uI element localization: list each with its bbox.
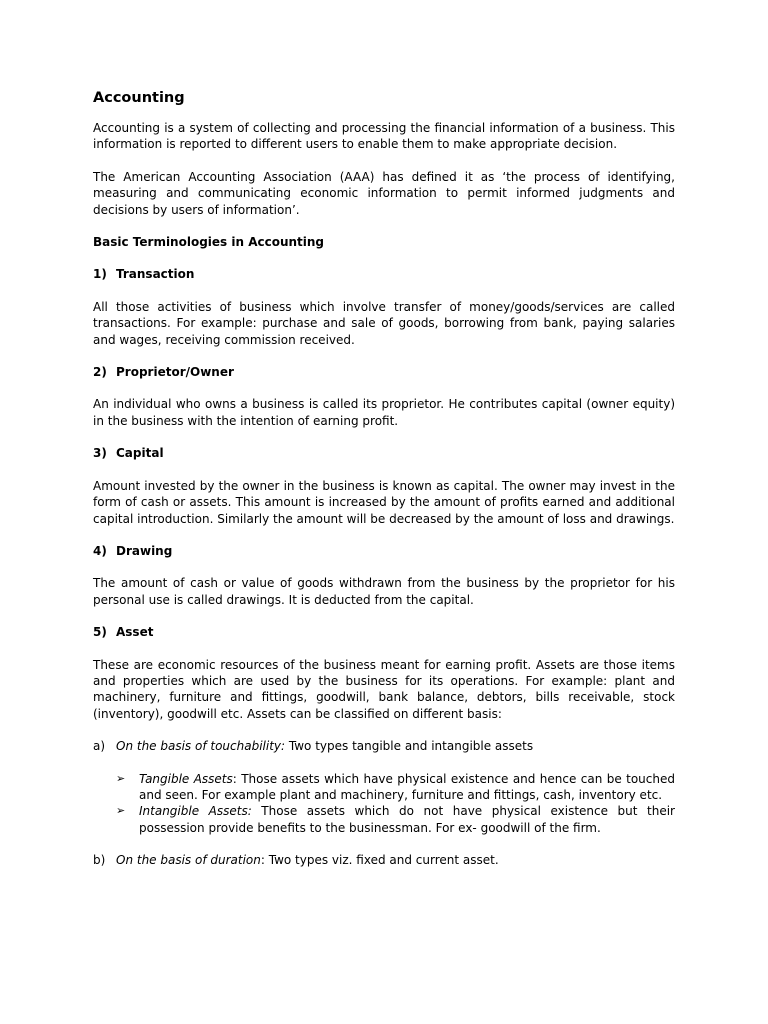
term-heading-capital (93, 445, 675, 461)
bullet-label: Tangible Assets (139, 771, 233, 786)
term-title: Transaction (116, 267, 195, 282)
term-text-capital: Amount invested by the owner in the business is known as capital. The owner may invest in the form of cash or assets. This amount is increased by the amount of profits earned and additional capital introduction. Similarly the amount will be decreased by the amount of loss and drawings. (93, 478, 675, 526)
basis-touchability (93, 738, 675, 754)
bullet-description: Those assets which do not have physical existence but their possession provide benefits to the businessman. For ex- goodwill of the firm. (139, 804, 675, 835)
term-title: Capital (116, 446, 164, 461)
section-heading: Basic Terminologies in Accounting (93, 235, 325, 250)
basis-label: On the basis of touchability: (116, 739, 286, 754)
bullet-label: Intangible Assets: (139, 804, 252, 819)
arrow-bullet-icon: ➢ (116, 771, 126, 785)
arrow-bullet-icon: ➢ (116, 804, 126, 818)
term-text-asset: These are economic resources of the business meant for earning profit. Assets are those items and properties which are used by the business for its operations. For example: plant and machinery, furniture and fittings, goodwill, bank balance, debtors, bills receivable, stock (inventory), goodwill etc. Assets can be classified on different basis: (93, 657, 675, 721)
term-heading-proprietor (93, 364, 675, 380)
aaa-definition-paragraph: The American Accounting Association (AAA) has defined it as ‘the process of identifying, measuring and communicating economic information to permit informed judgments and decisions by users of information’. (93, 169, 675, 217)
bullet-text (139, 803, 675, 836)
term-heading-drawing (93, 543, 675, 559)
document-title: Accounting (93, 90, 185, 106)
term-number: 1) (93, 267, 107, 282)
term-title: Proprietor/Owner (116, 365, 234, 380)
basis-letter: a) (93, 739, 106, 754)
term-heading-asset (93, 624, 675, 640)
term-heading-transaction (93, 266, 675, 282)
term-title: Drawing (116, 543, 173, 558)
term-number: 2) (93, 365, 107, 380)
basis-label: On the basis of duration (116, 853, 261, 868)
intro-paragraph: Accounting is a system of collecting and processing the financial information of a business. This information is reported to different users to enable them to make appropriate decision. (93, 121, 675, 152)
bullet-text (139, 771, 675, 804)
basis-duration (93, 852, 675, 868)
document-page (93, 88, 675, 885)
basis-text (116, 738, 533, 754)
term-number: 3) (93, 446, 107, 461)
term-text-drawing: The amount of cash or value of goods withdrawn from the business by the proprietor for his personal use is called drawings. It is deducted from the capital. (93, 576, 675, 607)
list-item-tangible (116, 771, 675, 804)
term-title: Asset (116, 625, 154, 640)
asset-type-list (116, 771, 675, 837)
basis-description: : Two types viz. fixed and current asset. (260, 853, 499, 868)
basis-description: Two types tangible and intangible assets (285, 739, 534, 754)
list-item-intangible (116, 803, 675, 836)
bullet-description: : Those assets which have physical existence and hence can be touched and seen. For example plant and machinery, furniture and fittings, cash, inventory etc. (139, 771, 675, 802)
basis-letter: b) (93, 853, 106, 868)
term-text-transaction: All those activities of business which involve transfer of money/goods/services are called transactions. For example: purchase and sale of goods, borrowing from bank, paying salaries and wages, receiving commission received. (93, 299, 675, 347)
basis-text (116, 852, 499, 868)
term-text-proprietor: An individual who owns a business is called its proprietor. He contributes capital (owner equity) in the business with the intention of earning profit. (93, 397, 675, 428)
term-number: 5) (93, 625, 107, 640)
term-number: 4) (93, 543, 107, 558)
